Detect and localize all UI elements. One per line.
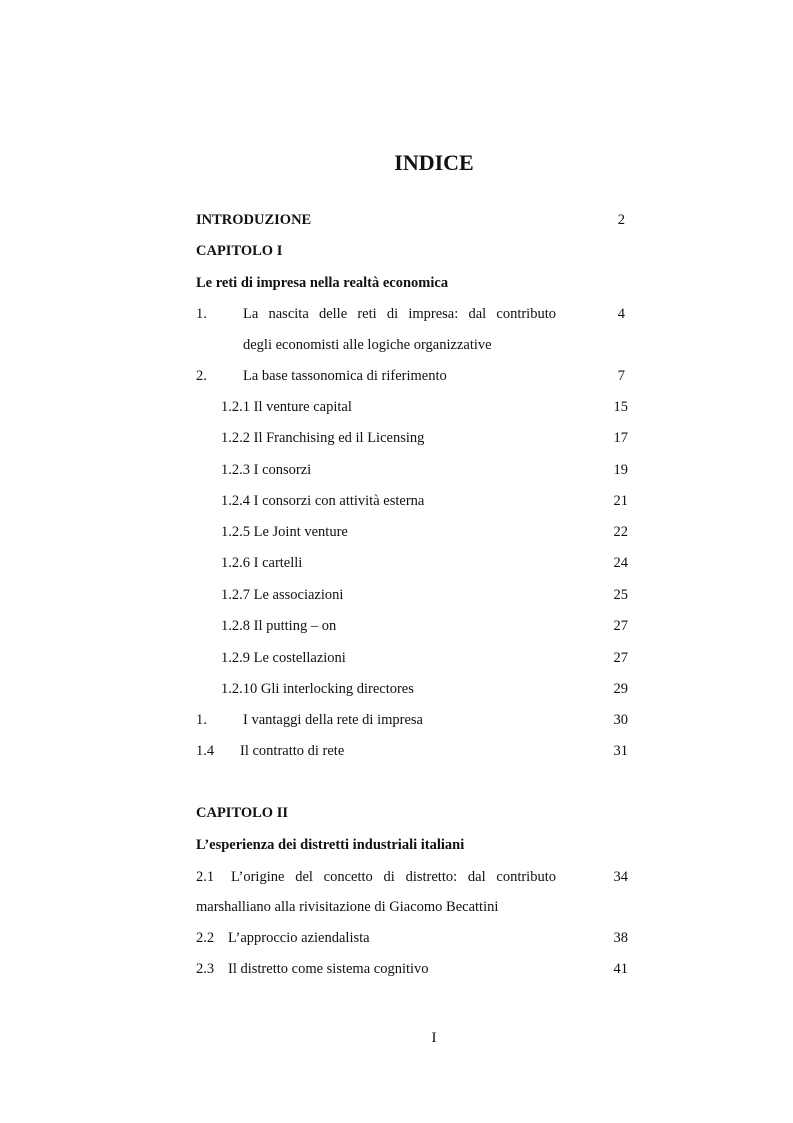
toc-subentry-label: 1.2.8 Il putting – on xyxy=(221,618,337,634)
toc-subentry[interactable] xyxy=(0,615,793,637)
toc-subentry[interactable] xyxy=(0,427,793,449)
toc-subentry-page: 22 xyxy=(613,524,628,540)
toc-entry-page: 2 xyxy=(617,212,625,228)
toc-entry-label: Il distretto come sistema cognitivo xyxy=(228,961,429,977)
toc-entry-number: 2.2 xyxy=(196,930,215,946)
toc-subentry-label: 1.2.10 Gli interlocking directores xyxy=(221,681,414,697)
toc-subentry[interactable] xyxy=(0,521,793,543)
toc-subentry-label: 1.2.2 Il Franchising ed il Licensing xyxy=(221,430,425,446)
toc-entry-number: 1. xyxy=(196,306,207,322)
chapter-subtitle xyxy=(0,834,793,856)
toc-entry-label: L’approccio aziendalista xyxy=(228,930,370,946)
toc-entry-label: Il contratto di rete xyxy=(240,743,345,759)
toc-entry-continuation xyxy=(0,334,793,356)
toc-subentry-page: 19 xyxy=(613,462,628,478)
toc-entry-number: 2.1 xyxy=(196,869,215,885)
toc-subentry[interactable] xyxy=(0,584,793,606)
toc-subentry-label: 1.2.3 I consorzi xyxy=(221,462,312,478)
toc-entry-label: INTRODUZIONE xyxy=(196,212,312,228)
toc-entry-label: La base tassonomica di riferimento xyxy=(243,368,447,384)
toc-entry-number: 2.3 xyxy=(196,961,215,977)
chapter-subtitle-text: L’esperienza dei distretti industriali italiani xyxy=(196,837,465,853)
toc-entry-page: 41 xyxy=(613,961,628,977)
toc-entry-page: 31 xyxy=(613,743,628,759)
toc-entry-label: I vantaggi della rete di impresa xyxy=(243,712,423,728)
toc-subentry-label: 1.2.4 I consorzi con attività esterna xyxy=(221,493,425,509)
toc-subentry-label: 1.2.6 I cartelli xyxy=(221,555,303,571)
chapter-heading-text: CAPITOLO I xyxy=(196,243,283,259)
toc-entry[interactable] xyxy=(0,958,793,980)
chapter-heading xyxy=(0,802,793,824)
toc-entry-number: 1. xyxy=(196,712,207,728)
toc-entry[interactable] xyxy=(0,927,793,949)
toc-subentry[interactable] xyxy=(0,678,793,700)
page-number: I xyxy=(431,1030,437,1046)
toc-entry-label: L’origine del concetto di distretto: dal contributo xyxy=(231,869,556,885)
toc-entry-page: 4 xyxy=(617,306,625,322)
toc-entry[interactable] xyxy=(0,303,793,325)
toc-subentry-label: 1.2.9 Le costellazioni xyxy=(221,650,346,666)
toc-entry[interactable] xyxy=(0,365,793,387)
toc-entry-label: marshalliano alla rivisitazione di Giacomo Becattini xyxy=(196,899,499,915)
toc-subentry-page: 25 xyxy=(613,587,628,603)
toc-entry[interactable] xyxy=(0,866,793,888)
chapter-subtitle-text: Le reti di impresa nella realtà economica xyxy=(196,275,449,291)
toc-subentry[interactable] xyxy=(0,490,793,512)
toc-subentry[interactable] xyxy=(0,459,793,481)
toc-entry-label: degli economisti alle logiche organizzative xyxy=(243,337,492,353)
toc-entry-continuation xyxy=(0,896,793,918)
toc-subentry-label: 1.2.1 Il venture capital xyxy=(221,399,352,415)
toc-entry-page: 30 xyxy=(613,712,628,728)
chapter-subtitle xyxy=(0,272,793,294)
chapter-heading xyxy=(0,240,793,262)
toc-subentry[interactable] xyxy=(0,552,793,574)
toc-subentry-page: 15 xyxy=(613,399,628,415)
toc-entry[interactable] xyxy=(0,709,793,731)
toc-subentry[interactable] xyxy=(0,396,793,418)
toc-entry-introduction[interactable] xyxy=(0,209,793,231)
toc-subentry[interactable] xyxy=(0,647,793,669)
toc-subentry-page: 29 xyxy=(613,681,628,697)
toc-entry-page: 38 xyxy=(613,930,628,946)
page-title: INDICE xyxy=(394,150,474,175)
toc-subentry-label: 1.2.7 Le associazioni xyxy=(221,587,344,603)
toc-entry-number: 1.4 xyxy=(196,743,215,759)
toc-entry-label: La nascita delle reti di impresa: dal contributo xyxy=(243,306,556,322)
toc-subentry-page: 27 xyxy=(613,650,628,666)
toc-subentry-label: 1.2.5 Le Joint venture xyxy=(221,524,348,540)
toc-entry-page: 7 xyxy=(617,368,625,384)
toc-subentry-page: 17 xyxy=(613,430,628,446)
toc-subentry-page: 21 xyxy=(613,493,628,509)
toc-entry-page: 34 xyxy=(613,869,628,885)
toc-subentry-page: 27 xyxy=(613,618,628,634)
toc-entry-number: 2. xyxy=(196,368,207,384)
chapter-heading-text: CAPITOLO II xyxy=(196,805,288,821)
toc-subentry-page: 24 xyxy=(613,555,628,571)
toc-entry[interactable] xyxy=(0,740,793,762)
